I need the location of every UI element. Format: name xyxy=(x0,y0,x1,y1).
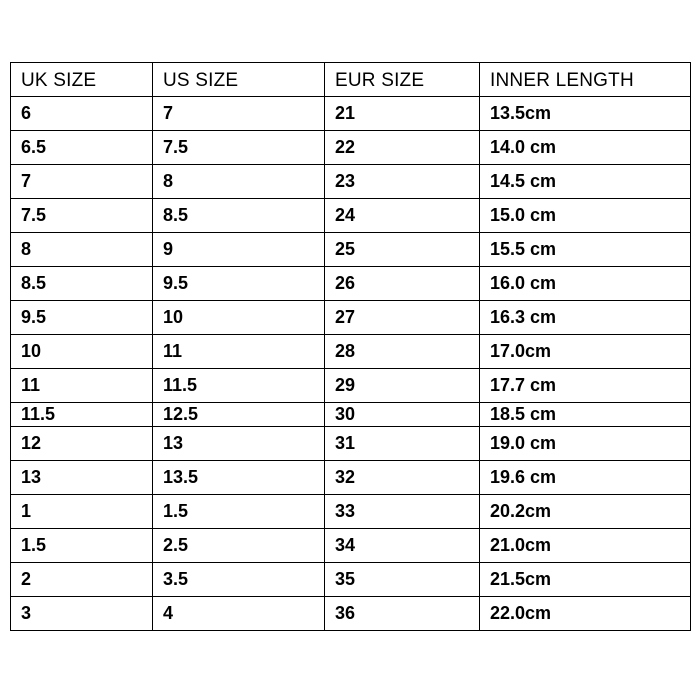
uk-size-cell: 3 xyxy=(11,597,153,631)
uk-size-cell: 2 xyxy=(11,563,153,597)
inner-length-cell: 14.0 cm xyxy=(480,131,691,165)
eur-size-cell: 32 xyxy=(325,461,480,495)
us-size-cell: 8 xyxy=(153,165,325,199)
inner-length-cell: 19.6 cm xyxy=(480,461,691,495)
us-size-cell: 11.5 xyxy=(153,369,325,403)
eur-size-cell: 24 xyxy=(325,199,480,233)
us-size-cell: 2.5 xyxy=(153,529,325,563)
us-size-cell: 1.5 xyxy=(153,495,325,529)
us-size-cell: 7.5 xyxy=(153,131,325,165)
us-size-cell: 3.5 xyxy=(153,563,325,597)
uk-size-cell: 6.5 xyxy=(11,131,153,165)
inner-length-cell: 22.0cm xyxy=(480,597,691,631)
eur-size-cell: 29 xyxy=(325,369,480,403)
uk-size-cell: 7.5 xyxy=(11,199,153,233)
uk-size-cell: 13 xyxy=(11,461,153,495)
us-size-cell: 4 xyxy=(153,597,325,631)
uk-size-cell: 10 xyxy=(11,335,153,369)
inner-length-cell: 19.0 cm xyxy=(480,427,691,461)
eur-size-cell: 28 xyxy=(325,335,480,369)
inner-length-cell: 20.2cm xyxy=(480,495,691,529)
inner-length-cell: 16.0 cm xyxy=(480,267,691,301)
table-row xyxy=(11,199,691,233)
eur-size-cell: 25 xyxy=(325,233,480,267)
uk-size-cell: 8.5 xyxy=(11,267,153,301)
table-row xyxy=(11,461,691,495)
eur-size-cell: 26 xyxy=(325,267,480,301)
table-row xyxy=(11,131,691,165)
table-header xyxy=(11,63,691,97)
inner-length-cell: 16.3 cm xyxy=(480,301,691,335)
table-row xyxy=(11,403,691,427)
table-body xyxy=(11,97,691,631)
table-row xyxy=(11,97,691,131)
us-size-cell: 13 xyxy=(153,427,325,461)
table-row xyxy=(11,563,691,597)
table-row xyxy=(11,597,691,631)
inner-length-cell: 21.0cm xyxy=(480,529,691,563)
inner-length-cell: 15.5 cm xyxy=(480,233,691,267)
eur-size-cell: 31 xyxy=(325,427,480,461)
uk-size-cell: 1 xyxy=(11,495,153,529)
header-inner-length: INNER LENGTH xyxy=(480,63,691,97)
eur-size-cell: 36 xyxy=(325,597,480,631)
uk-size-cell: 6 xyxy=(11,97,153,131)
table-row xyxy=(11,267,691,301)
us-size-cell: 12.5 xyxy=(153,403,325,427)
inner-length-cell: 14.5 cm xyxy=(480,165,691,199)
table-row xyxy=(11,369,691,403)
eur-size-cell: 21 xyxy=(325,97,480,131)
table-row xyxy=(11,427,691,461)
eur-size-cell: 27 xyxy=(325,301,480,335)
header-row xyxy=(11,63,691,97)
table-row xyxy=(11,335,691,369)
inner-length-cell: 17.0cm xyxy=(480,335,691,369)
uk-size-cell: 1.5 xyxy=(11,529,153,563)
uk-size-cell: 7 xyxy=(11,165,153,199)
uk-size-cell: 11.5 xyxy=(11,403,153,427)
uk-size-cell: 11 xyxy=(11,369,153,403)
table-row xyxy=(11,233,691,267)
header-eur-size: EUR SIZE xyxy=(325,63,480,97)
eur-size-cell: 34 xyxy=(325,529,480,563)
uk-size-cell: 9.5 xyxy=(11,301,153,335)
table-row xyxy=(11,301,691,335)
us-size-cell: 11 xyxy=(153,335,325,369)
table-row xyxy=(11,495,691,529)
uk-size-cell: 12 xyxy=(11,427,153,461)
inner-length-cell: 17.7 cm xyxy=(480,369,691,403)
inner-length-cell: 21.5cm xyxy=(480,563,691,597)
us-size-cell: 10 xyxy=(153,301,325,335)
inner-length-cell: 15.0 cm xyxy=(480,199,691,233)
eur-size-cell: 35 xyxy=(325,563,480,597)
eur-size-cell: 23 xyxy=(325,165,480,199)
eur-size-cell: 30 xyxy=(325,403,480,427)
eur-size-cell: 33 xyxy=(325,495,480,529)
us-size-cell: 13.5 xyxy=(153,461,325,495)
inner-length-cell: 18.5 cm xyxy=(480,403,691,427)
uk-size-cell: 8 xyxy=(11,233,153,267)
inner-length-cell: 13.5cm xyxy=(480,97,691,131)
eur-size-cell: 22 xyxy=(325,131,480,165)
size-chart-table xyxy=(10,62,691,631)
header-uk-size: UK SIZE xyxy=(11,63,153,97)
us-size-cell: 9.5 xyxy=(153,267,325,301)
us-size-cell: 9 xyxy=(153,233,325,267)
table-row xyxy=(11,165,691,199)
us-size-cell: 7 xyxy=(153,97,325,131)
header-us-size: US SIZE xyxy=(153,63,325,97)
us-size-cell: 8.5 xyxy=(153,199,325,233)
table-row xyxy=(11,529,691,563)
